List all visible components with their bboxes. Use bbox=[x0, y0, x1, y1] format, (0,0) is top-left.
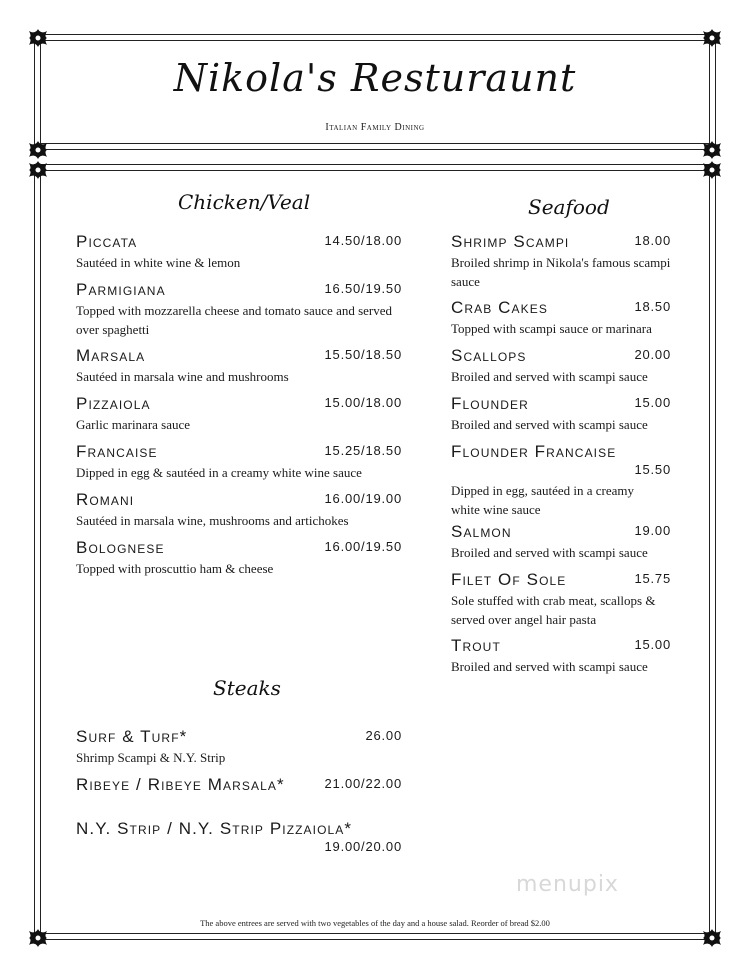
item-price: 18.00 bbox=[634, 233, 671, 248]
item-price: 15.75 bbox=[634, 571, 671, 586]
item-price: 14.50/18.00 bbox=[324, 233, 402, 248]
item-description: Sautéed in marsala wine and mushrooms bbox=[76, 369, 289, 384]
item-name: Flounder bbox=[451, 394, 529, 413]
menu-item bbox=[451, 570, 671, 629]
item-description: Topped with proscuttio ham & cheese bbox=[76, 561, 274, 576]
menu-item bbox=[76, 819, 402, 857]
item-name: Piccata bbox=[76, 232, 138, 251]
fleur-ornament-icon bbox=[701, 139, 723, 161]
item-description: Shrimp Scampi & N.Y. Strip bbox=[76, 750, 226, 765]
menu-item bbox=[76, 727, 402, 767]
item-price: 15.25/18.50 bbox=[324, 443, 402, 458]
item-name: Parmigiana bbox=[76, 280, 166, 299]
section-title-chicken-veal: Chicken/Veal bbox=[178, 190, 311, 214]
item-name: Marsala bbox=[76, 346, 146, 365]
fleur-ornament-icon bbox=[27, 159, 49, 181]
item-description: Broiled shrimp in Nikola's famous scampi sauce bbox=[451, 255, 671, 289]
menu-item bbox=[76, 394, 402, 434]
item-description: Topped with mozzarella cheese and tomato sauce and served over spaghetti bbox=[76, 303, 393, 337]
item-price: 21.00/22.00 bbox=[324, 776, 402, 791]
menu-item bbox=[451, 636, 671, 676]
item-description: Sautéed in marsala wine, mushrooms and artichokes bbox=[76, 513, 349, 528]
item-name: Trout bbox=[451, 636, 501, 655]
menu-item bbox=[76, 442, 402, 482]
item-description: Broiled and served with scampi sauce bbox=[451, 369, 648, 384]
menupix-watermark: menupix bbox=[516, 872, 619, 897]
item-name: Crab Cakes bbox=[451, 298, 548, 317]
footer-note: The above entrees are served with two vegetables of the day and a house salad. Reorder of bread $2.00 bbox=[200, 918, 550, 928]
item-name: Salmon bbox=[451, 522, 512, 541]
item-price: 16.00/19.00 bbox=[324, 491, 402, 506]
menu-item bbox=[76, 538, 402, 578]
menu-item bbox=[451, 522, 671, 562]
item-description: Sautéed in white wine & lemon bbox=[76, 255, 241, 270]
item-name: Bolognese bbox=[76, 538, 165, 557]
menu-item bbox=[451, 346, 671, 386]
item-price: 26.00 bbox=[365, 728, 402, 743]
item-description: Broiled and served with scampi sauce bbox=[451, 545, 648, 560]
item-description: Dipped in egg & sautéed in a creamy white wine sauce bbox=[76, 465, 362, 480]
item-name: Filet Of Sole bbox=[451, 570, 567, 589]
item-price: 15.00/18.00 bbox=[324, 395, 402, 410]
fleur-ornament-icon bbox=[27, 27, 49, 49]
menu-item bbox=[76, 775, 402, 795]
fleur-ornament-icon bbox=[27, 927, 49, 949]
item-price: 19.00/20.00 bbox=[324, 839, 402, 854]
item-price: 15.00 bbox=[634, 637, 671, 652]
fleur-ornament-icon bbox=[701, 27, 723, 49]
item-name: Pizzaiola bbox=[76, 394, 151, 413]
item-price: 15.50 bbox=[634, 462, 671, 477]
item-price: 18.50 bbox=[634, 299, 671, 314]
item-name: Shrimp Scampi bbox=[451, 232, 570, 251]
item-price: 15.50/18.50 bbox=[324, 347, 402, 362]
item-name: N.Y. Strip / N.Y. Strip Pizzaiola* bbox=[76, 819, 353, 838]
restaurant-subtitle: Italian Family Dining bbox=[325, 122, 425, 133]
menu-item bbox=[76, 346, 402, 386]
item-description: Dipped in egg, sautéed in a creamy white wine sauce bbox=[451, 483, 635, 517]
menu-item bbox=[76, 490, 402, 530]
item-name: Francaise bbox=[76, 442, 158, 461]
fleur-ornament-icon bbox=[701, 927, 723, 949]
fleur-ornament-icon bbox=[701, 159, 723, 181]
item-description: Broiled and served with scampi sauce bbox=[451, 659, 648, 674]
menu-item bbox=[451, 442, 671, 519]
menu-item bbox=[451, 394, 671, 434]
menu-item bbox=[451, 298, 671, 338]
section-title-steaks: Steaks bbox=[213, 676, 281, 700]
item-price: 19.00 bbox=[634, 523, 671, 538]
item-description: Broiled and served with scampi sauce bbox=[451, 417, 648, 432]
menu-item bbox=[451, 232, 671, 291]
item-description: Garlic marinara sauce bbox=[76, 417, 191, 432]
item-price: 16.50/19.50 bbox=[324, 281, 402, 296]
fleur-ornament-icon bbox=[27, 139, 49, 161]
menu-item bbox=[76, 280, 402, 339]
menu-item bbox=[76, 232, 402, 272]
item-name: Romani bbox=[76, 490, 135, 509]
item-name: Scallops bbox=[451, 346, 527, 365]
item-description: Topped with scampi sauce or marinara bbox=[451, 321, 652, 336]
item-name: Ribeye / Ribeye Marsala* bbox=[76, 775, 285, 794]
item-name: Flounder Francaise bbox=[451, 442, 617, 461]
restaurant-title: Nikola's Resturaunt bbox=[173, 56, 577, 100]
item-price: 16.00/19.50 bbox=[324, 539, 402, 554]
item-description: Sole stuffed with crab meat, scallops & served over angel hair pasta bbox=[451, 593, 656, 627]
item-name: Surf & Turf* bbox=[76, 727, 188, 746]
item-price: 20.00 bbox=[634, 347, 671, 362]
section-title-seafood: Seafood bbox=[528, 195, 610, 219]
item-price: 15.00 bbox=[634, 395, 671, 410]
